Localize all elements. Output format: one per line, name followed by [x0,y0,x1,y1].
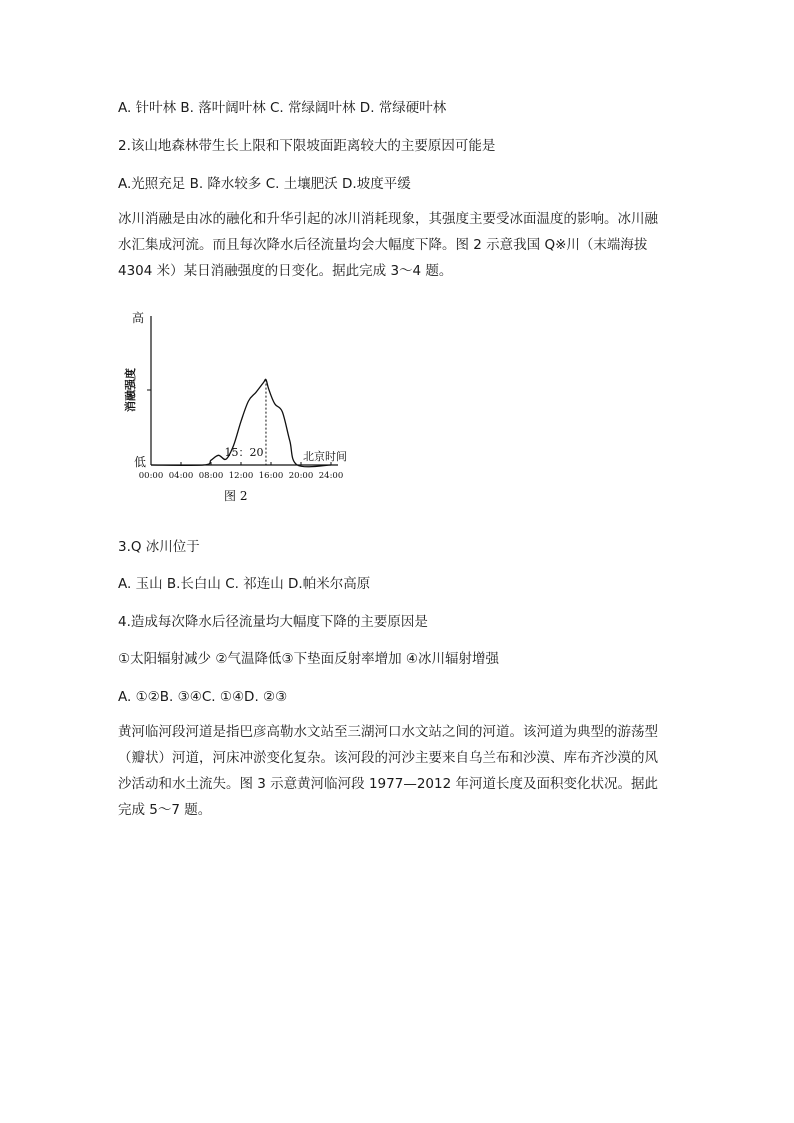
x-tick-label: 16:00 [258,471,284,481]
intro-paragraph-2 [118,719,678,823]
intro-2-line: （瓣状）河道，河床冲淤变化复杂。该河段的河沙主要来自乌兰布和沙漠、库布齐沙漠的风 [118,750,658,766]
q4-options: A. ①②B. ③④C. ①④D. ②③ [118,689,288,705]
x-tick-label: 24:00 [318,471,344,481]
q2-stem: 2.该山地森林带生长上限和下限坡面距离较大的主要原因可能是 [118,138,496,154]
q3-options: A. 玉山 B.长白山 C. 祁连山 D.帕米尔高原 [118,576,371,592]
y-low-label: 低 [134,455,147,469]
x-tick-label: 00:00 [138,471,164,481]
x-axis-label: 北京时间 [303,450,347,463]
intro-2-line: 黄河临河段河道是指巴彦高勒水文站至三湖河口水文站之间的河道。该河道为典型的游荡型 [118,724,658,740]
intro-1-line: 4304 米）某日消融强度的日变化。据此完成 3～4 题。 [118,263,453,279]
x-tick-label: 20:00 [288,471,314,481]
peak-time-label: 15：20 [224,446,264,459]
figure-caption: 图 2 [224,489,248,503]
intro-2-line: 沙活动和水土流失。图 3 示意黄河临河段 1977—2012 年河道长度及面积变化状况。据此 [118,776,658,792]
intro-1-line: 水汇集成河流。而且每次降水后径流量均会大幅度下降。图 2 示意我国 Q※川（末端海拔 [118,237,648,253]
q2-options: A.光照充足 B. 降水较多 C. 土壤肥沃 D.坡度平缓 [118,176,411,192]
intro-2-line: 完成 5～7 题。 [118,802,212,818]
q1-options: A. 针叶林 B. 落叶阔叶林 C. 常绿阔叶林 D. 常绿硬叶林 [118,100,447,116]
x-tick-label: 12:00 [228,471,254,481]
y-axis-label: 消融强度 [124,368,137,412]
melt-intensity-chart [118,300,358,510]
intro-1-line: 冰川消融是由冰的融化和升华引起的冰川消耗现象，其强度主要受冰面温度的影响。冰川融 [118,211,658,227]
intro-paragraph-1 [118,206,678,284]
x-tick-label: 08:00 [198,471,224,481]
x-tick-label: 04:00 [168,471,194,481]
y-high-label: 高 [132,311,145,325]
q4-choices: ①太阳辐射减少 ②气温降低③下垫面反射率增加 ④冰川辐射增强 [118,651,499,667]
q3-stem: 3.Q 冰川位于 [118,539,200,555]
q4-stem: 4.造成每次降水后径流量均大幅度下降的主要原因是 [118,614,428,630]
